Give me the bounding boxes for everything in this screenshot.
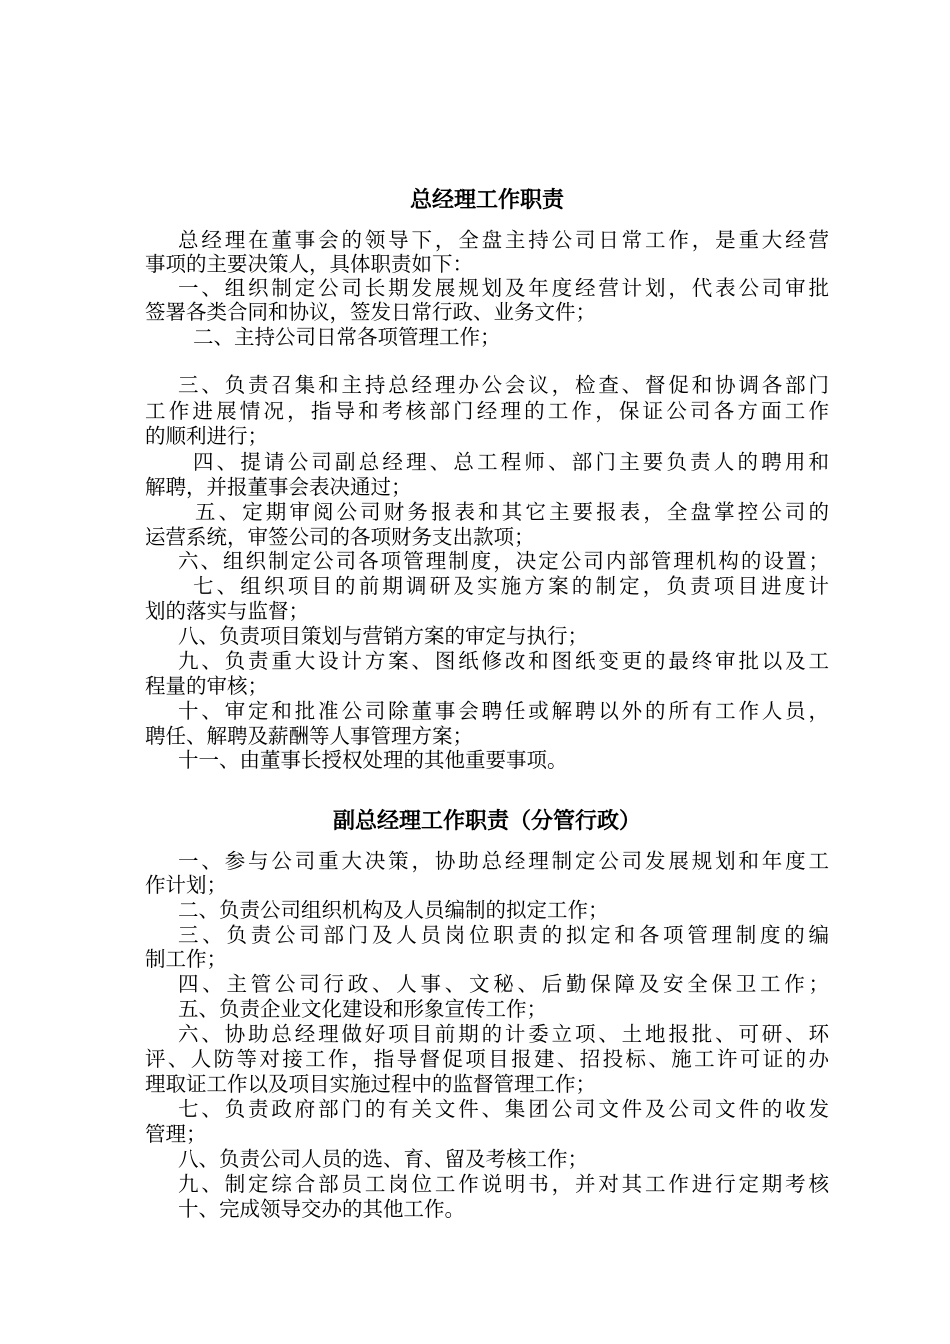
paragraph-line: 工作进展情况，指导和考核部门经理的工作，保证公司各方面工作 <box>145 399 829 423</box>
paragraph-line: 八、负责项目策划与营销方案的审定与执行； <box>178 624 588 648</box>
paragraph-line: 五、负责企业文化建设和形象宣传工作； <box>178 997 547 1021</box>
paragraph-line: 九、负责重大设计方案、图纸修改和图纸变更的最终审批以及工 <box>178 649 829 673</box>
paragraph-line: 划的落实与监督； <box>145 599 309 623</box>
paragraph-line: 十、完成领导交办的其他工作。 <box>178 1197 465 1221</box>
paragraph-line: 程量的审核； <box>145 674 268 698</box>
paragraph-line: 七、负责政府部门的有关文件、集团公司文件及公司文件的收发 <box>178 1097 829 1121</box>
paragraph-line: 六、组织制定公司各项管理制度，决定公司内部管理机构的设置； <box>178 549 829 573</box>
paragraph-line: 八、负责公司人员的选、育、留及考核工作； <box>178 1147 588 1171</box>
paragraph-line: 一、参与公司重大决策，协助总经理制定公司发展规划和年度工 <box>178 849 829 873</box>
paragraph-line: 总经理在董事会的领导下，全盘主持公司日常工作，是重大经营 <box>178 228 829 252</box>
paragraph-line: 四、提请公司副总经理、总工程师、部门主要负责人的聘用和 <box>193 450 829 474</box>
paragraph-line: 的顺利进行； <box>145 424 268 448</box>
paragraph-line: 五、定期审阅公司财务报表和其它主要报表，全盘掌控公司的 <box>195 500 829 524</box>
paragraph-line: 评、人防等对接工作，指导督促项目报建、招投标、施工许可证的办 <box>145 1047 829 1071</box>
paragraph-line: 一、组织制定公司长期发展规划及年度经营计划，代表公司审批 <box>178 276 829 300</box>
paragraph-line: 七、组织项目的前期调研及实施方案的制定，负责项目进度计 <box>193 574 829 598</box>
paragraph-line: 制工作； <box>145 947 227 971</box>
paragraph-line: 运营系统，审签公司的各项财务支出款项； <box>145 525 535 549</box>
paragraph-line: 十、审定和批准公司除董事会聘任或解聘以外的所有工作人员， <box>178 699 829 723</box>
paragraph-line: 三、负责公司部门及人员岗位职责的拟定和各项管理制度的编 <box>178 923 829 947</box>
paragraph-line: 聘任、解聘及薪酬等人事管理方案； <box>145 724 473 748</box>
paragraph-line: 二、主持公司日常各项管理工作； <box>193 325 501 349</box>
paragraph-line: 签署各类合同和协议，签发日常行政、业务文件； <box>145 300 596 324</box>
paragraph-line: 管理； <box>145 1122 207 1146</box>
paragraph-line: 六、协助总经理做好项目前期的计委立项、土地报批、可研、环 <box>178 1022 829 1046</box>
paragraph-line: 十一、由董事长授权处理的其他重要事项。 <box>178 748 568 772</box>
section-title-general-manager: 总经理工作职责 <box>409 187 564 213</box>
paragraph-line: 三、负责召集和主持总经理办公会议，检查、督促和协调各部门 <box>178 373 829 397</box>
paragraph-line: 理取证工作以及项目实施过程中的监督管理工作； <box>145 1072 596 1096</box>
paragraph-line: 事项的主要决策人，具体职责如下： <box>145 252 473 276</box>
paragraph-line: 解聘，并报董事会表决通过； <box>145 475 412 499</box>
paragraph-line: 四、主管公司行政、人事、文秘、后勤保障及安全保卫工作； <box>178 972 829 996</box>
paragraph-line: 九、制定综合部员工岗位工作说明书，并对其工作进行定期考核 <box>178 1172 829 1196</box>
paragraph-line: 二、负责公司组织机构及人员编制的拟定工作； <box>178 898 609 922</box>
paragraph-line: 作计划； <box>145 873 227 897</box>
section-title-deputy-general-manager: 副总经理工作职责（分管行政） <box>332 808 641 834</box>
